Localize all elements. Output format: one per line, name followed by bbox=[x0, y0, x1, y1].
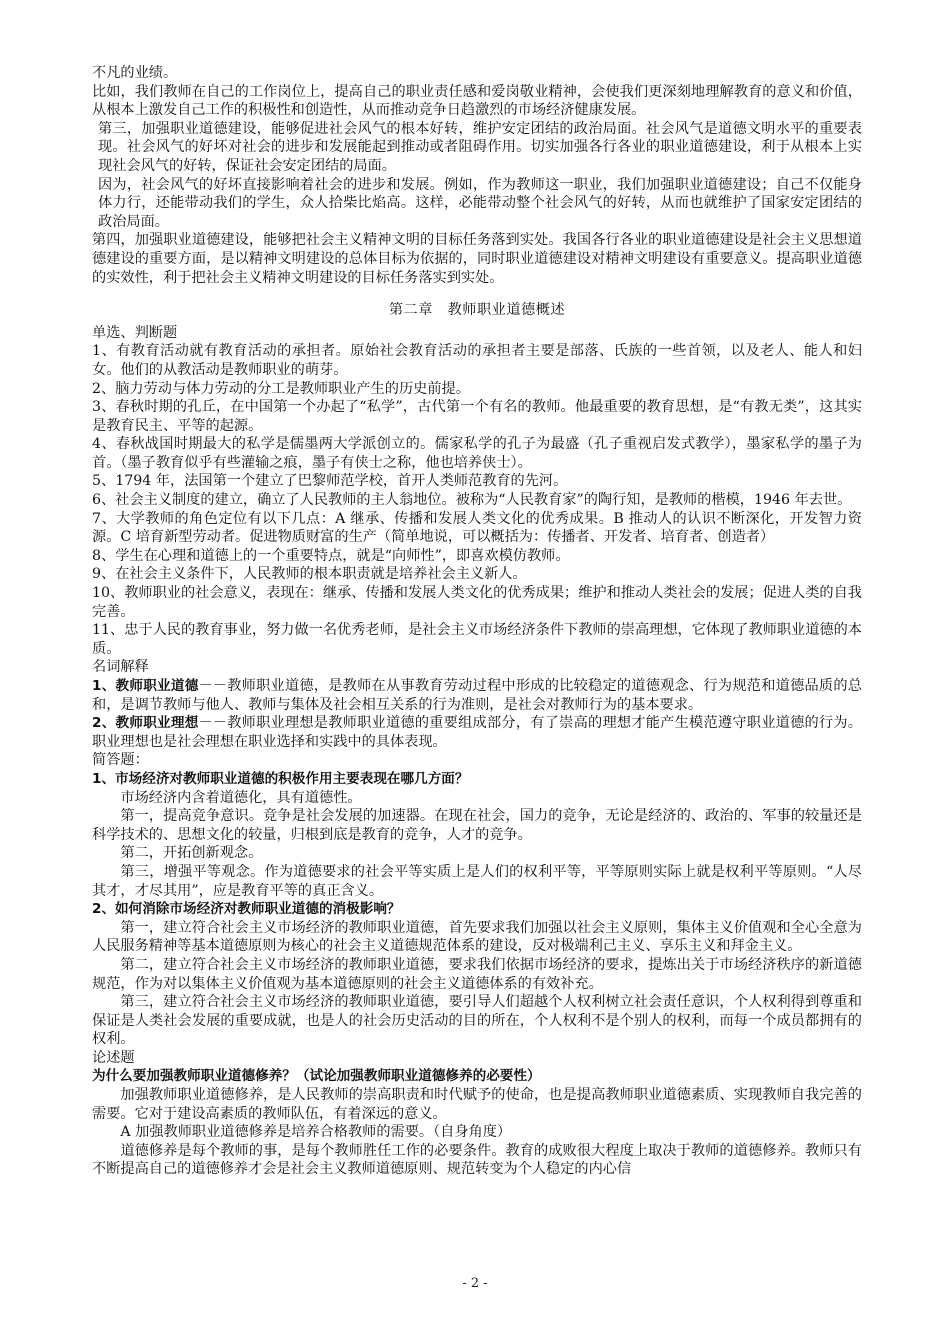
list-item: 7、大学教师的角色定位有以下几点：A 继承、传播和发展人类文化的优秀成果。B 推动人的认识不断深化，开发智力资源。C 培育新型劳动者。促进物质财富的生产（简单地说，可以概括为：传播者、开发者、培育者、创造者） bbox=[92, 510, 862, 546]
section-heading: 名词解释 bbox=[92, 659, 149, 676]
answer-paragraph: 第二，建立符合社会主义市场经济的教师职业道德，要求我们依据市场经济的要求，提炼出关于市场经济秩序的新道德规范，作为对以集体主义价值观为基本道德原则的社会主义道德体系的有效补充。 bbox=[92, 956, 862, 992]
essay-paragraph: 加强教师职业道德修养，是人民教师的崇高职责和时代赋予的使命，也是提高教师职业道德素质、实现教师自我完善的需要。它对于建设高素质的教师队伍，有着深远的意义。 bbox=[92, 1087, 862, 1122]
term-definition bbox=[92, 677, 862, 714]
section-heading: 简答题： bbox=[92, 752, 149, 769]
list-item: 1、有教育活动就有教育活动的承担者。原始社会教育活动的承担者主要是部落、氏族的一些首领，以及老人、能人和妇女。他们的从教活动是教师职业的萌芽。 bbox=[92, 343, 862, 378]
page-number: - 2 - bbox=[462, 1276, 488, 1291]
essay-title: 为什么要加强教师职业道德修养？（试论加强教师职业道德修养的必要性） bbox=[92, 1068, 541, 1085]
answer-paragraph: 第二，开拓创新观念。 bbox=[120, 845, 263, 862]
paragraph: 因为，社会风气的好坏直接影响着社会的进步和发展。例如，作为教师这一职业，我们加强职业道德建设；自己不仅能身体力行，还能带动我们的学生，众人拾柴比焰高。这样，必能带动整个社会风气的好转，从而也就维护了国家安定团结的政治局面。 bbox=[98, 176, 862, 230]
term-label: 2、教师职业理想 bbox=[92, 715, 199, 732]
paragraph: 第四，加强职业道德建设，能够把社会主义精神文明的目标任务落到实处。我国各行各业的职业道德建设是社会主义思想道德建设的重要方面，是以精神文明建设的总体目标为依据的，同时职业道德建设对精神文明建设有重要意义。提高职业道德的实效性，利于把社会主义精神文明建设的目标任务落实到实处。 bbox=[92, 232, 862, 286]
list-item: 8、学生在心理和道德上的一个重要特点，就是“向师性”，即喜欢模仿教师。 bbox=[92, 547, 570, 564]
section-heading: 单选、判断题 bbox=[92, 324, 178, 341]
question-title: 1、市场经济对教师职业道德的积极作用主要表现在哪几方面？ bbox=[92, 770, 469, 787]
answer-paragraph: 第三，增强平等观念。作为道德要求的社会平等实质上是人们的权利平等，平等原则实际上就是权利平等原则。“人尽其才，才尽其用”，应是教育平等的真正含义。 bbox=[92, 863, 862, 899]
answer-paragraph: 第一，建立符合社会主义市场经济的教师职业道德，首先要求我们加强以社会主义原则，集体主义价值观和全心全意为人民服务精神等基本道德原则为核心的社会主义道德规范体系的建设，反对极端利己主义、享乐主义和拜金主义。 bbox=[92, 919, 862, 955]
question-title: 2、如何消除市场经济对教师职业道德的消极影响？ bbox=[92, 901, 401, 918]
answer-paragraph: 市场经济内含着道德化，具有道德性。 bbox=[120, 789, 362, 806]
answer-paragraph: 第三，建立符合社会主义市场经济的教师职业道德，要引导人们超越个人权利树立社会责任意识，个人权利得到尊重和保证是人类社会发展的重要成就，也是人的社会历史活动的目的所在，个人权利不是个别人的权利，而每一个成员都拥有的权利。 bbox=[92, 994, 862, 1048]
paragraph: 第三，加强职业道德建设，能够促进社会风气的根本好转，维护安定团结的政治局面。社会风气是道德文明水平的重要表现。社会风气的好坏对社会的进步和发展能起到推动或者阻碍作用。切实加强各行各业的职业道德建设，利于从根本上实现社会风气的好转，保证社会安定团结的局面。 bbox=[98, 120, 862, 174]
term-text: －－教师职业理想是教师职业道德的重要组成部分，有了崇高的理想才能产生模范遵守职业道德的行为。职业理想也是社会理想在职业选择和实践中的具体表现。 bbox=[92, 715, 862, 750]
answer-paragraph: 第一，提高竞争意识。竞争是社会发展的加速器。在现在社会，国力的竞争，无论是经济的、政治的、军事的较量还是科学技术的、思想文化的较量，归根到底是教育的竞争，人才的竞争。 bbox=[92, 808, 862, 843]
list-item: 11、忠于人民的教育事业，努力做一名优秀老师，是社会主义市场经济条件下教师的崇高理想，它体现了教师职业道德的本质。 bbox=[92, 622, 862, 657]
document-page bbox=[92, 64, 862, 1179]
list-item: 6、社会主义制度的建立，确立了人民教师的主人翁地位。被称为“人民教育家”的陶行知，是教师的楷模，1946 年去世。 bbox=[92, 492, 852, 509]
list-item: 3、春秋时期的孔丘，在中国第一个办起了“私学”，古代第一个有名的教师。他最重要的教育思想，是“有教无类”，这其实是教育民主、平等的起源。 bbox=[92, 399, 862, 434]
term-definition bbox=[92, 714, 862, 751]
section-heading: 论述题 bbox=[92, 1049, 135, 1066]
essay-paragraph: A 加强教师职业道德修养是培养合格教师的需要。（自身角度） bbox=[120, 1124, 512, 1141]
chapter-title: 第二章 教师职业道德概述 bbox=[388, 302, 566, 319]
term-text: －－教师职业道德，是教师在从事教育劳动过程中形成的比较稳定的道德观念、行为规范和道德品质的总和，是调节教师与他人、教师与集体及社会相互关系的行为准则，是社会对教师行为的基本要求。 bbox=[92, 678, 862, 713]
paragraph: 不凡的业绩。 bbox=[92, 65, 178, 81]
paragraph: 比如，我们教师在自己的工作岗位上，提高自己的职业责任感和爱岗敬业精神，会使我们更深刻地理解教育的意义和价值，从根本上激发自己工作的积极性和创造性，从而推动竞争日趋激烈的市场经济健康发展。 bbox=[92, 83, 862, 119]
essay-paragraph: 道德修养是每个教师的事，是每个教师胜任工作的必要条件。教育的成败很大程度上取决于教师的道德修养。教师只有不断提高自己的道德修养才会是社会主义教师道德原则、规范转变为个人稳定的内心信 bbox=[92, 1142, 862, 1178]
list-item: 2、脑力劳动与体力劳动的分工是教师职业产生的历史前提。 bbox=[92, 380, 470, 397]
list-item: 4、春秋战国时期最大的私学是儒墨两大学派创立的。儒家私学的孔子为最盛（孔子重视启发式教学），墨家私学的墨子为首。（墨子教育似乎有些灌输之痕，墨子有侠士之称，他也培养侠士）。 bbox=[92, 436, 862, 471]
term-label: 1、教师职业道德 bbox=[92, 678, 199, 694]
list-item: 10、教师职业的社会意义，表现在：继承、传播和发展人类文化的优秀成果；维护和推动人类社会的发展；促进人类的自我完善。 bbox=[92, 585, 862, 620]
list-item: 5、1794 年，法国第一个建立了巴黎师范学校，首开人类师范教育的先河。 bbox=[92, 473, 568, 490]
list-item: 9、在社会主义条件下，人民教师的根本职责就是培养社会主义新人。 bbox=[92, 566, 527, 583]
